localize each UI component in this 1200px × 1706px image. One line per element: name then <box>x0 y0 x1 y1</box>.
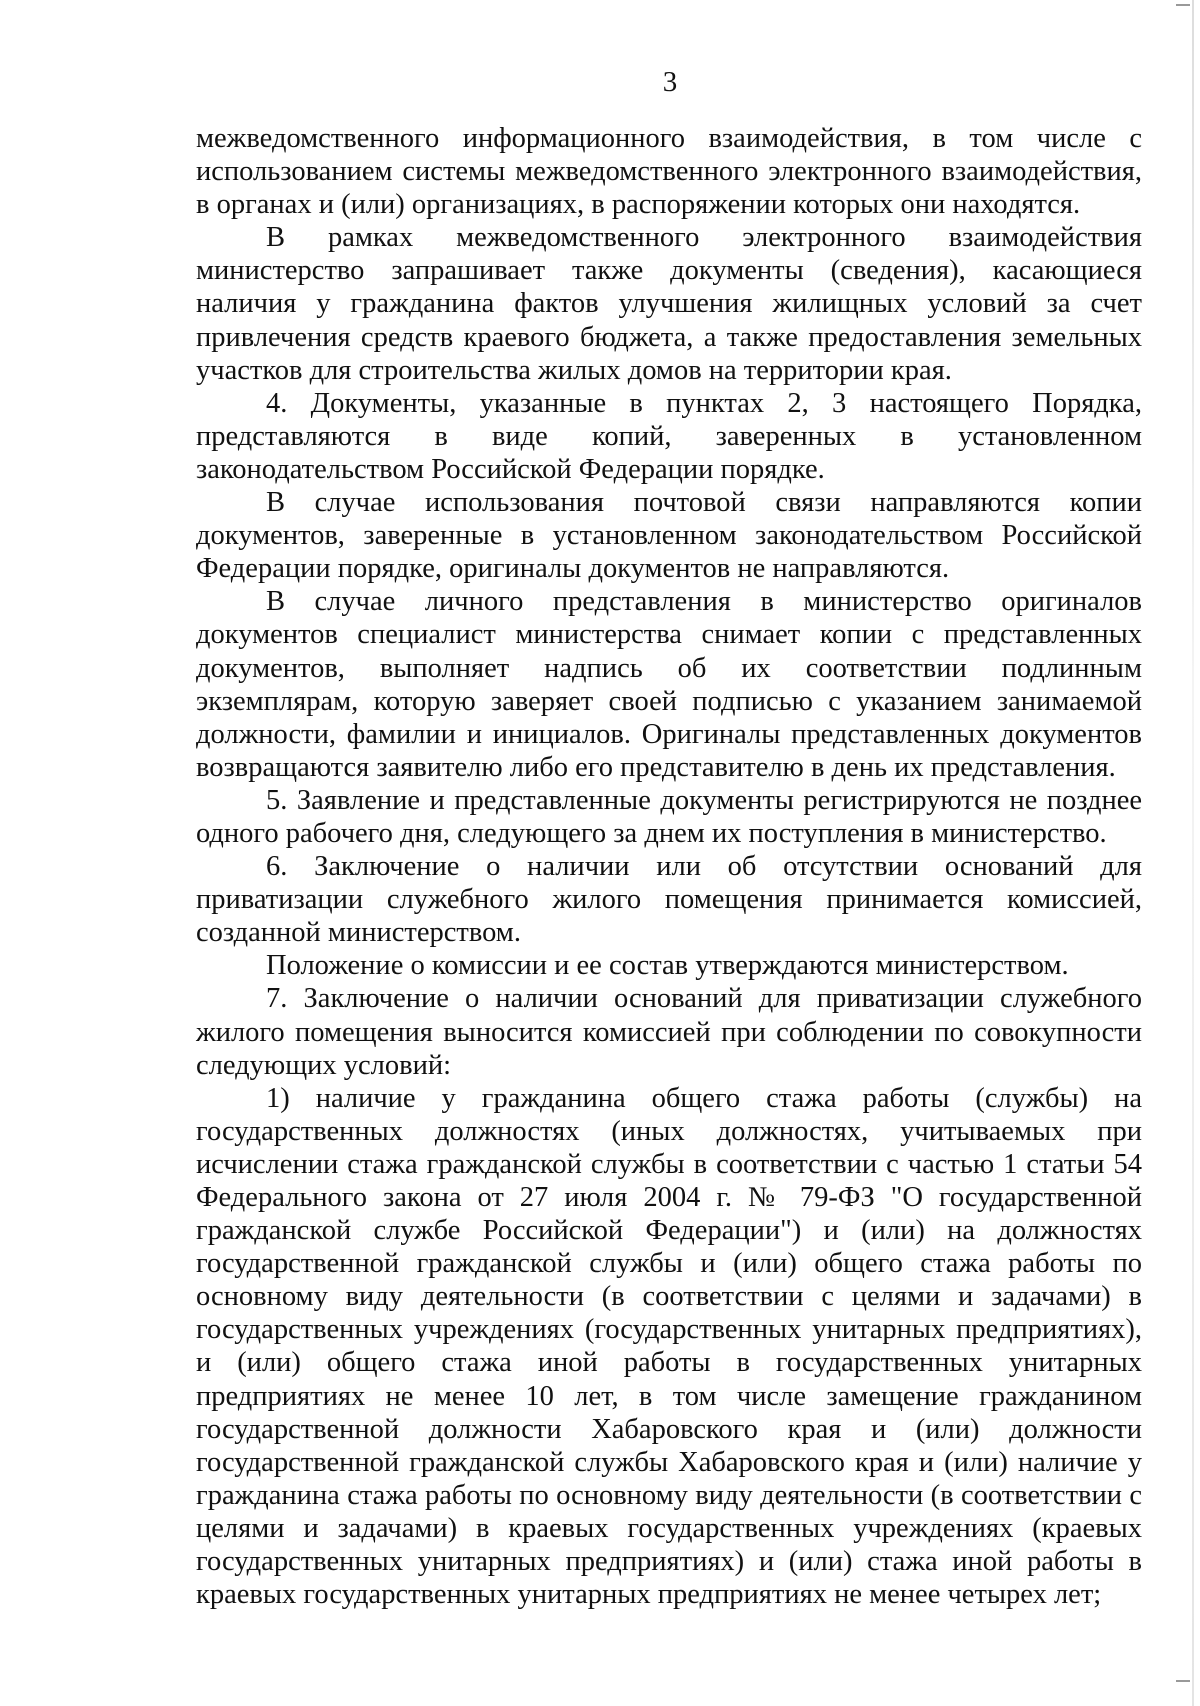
paragraph-interagency-request: В рамках межведомственного электронного взаимодействия министерство запрашивает также документы (сведения), касающиеся наличия у гражданина фактов улучшения жилищных условий за счет привлечения средств краевого бюджета, а также предоставления земельных участков для строительства жилых домов на территории края. <box>196 222 1142 386</box>
scan-mark-bottom <box>1176 1680 1190 1682</box>
paragraph-item-4: 4. Документы, указанные в пунктах 2, 3 настоящего Порядка, представляются в виде копий, заверенных в установленном законодательством Российской Федерации порядке. <box>196 387 1142 485</box>
paragraph-personal-submission: В случае личного представления в министерство оригиналов документов специалист министерства снимает копии с представленных документов, выполняет надпись об их соответствии подлинным экземплярам, которую заверяет своей подписью с указанием занимаемой должности, фамилии и инициалов. Оригиналы представленных документов возвращаются заявителю либо его представителю в день их представления. <box>196 586 1142 783</box>
page-number: 3 <box>662 66 678 98</box>
paragraph-continuation: межведомственного информационного взаимодействия, в том числе с использованием системы межведомственного электронного взаимодействия, в органах и (или) организациях, в распоряжении которых они находятся. <box>196 123 1142 221</box>
paragraph-item-5: 5. Заявление и представленные документы регистрируются не позднее одного рабочего дня, следующего за днем их поступления в министерство. <box>196 784 1142 849</box>
paragraph-postal: В случае использования почтовой связи направляются копии документов, заверенные в установленном законодательством Российской Федерации порядке, оригиналы документов не направляются. <box>196 487 1142 585</box>
paragraph-item-7: 7. Заключение о наличии оснований для приватизации служебного жилого помещения выносится комиссией при соблюдении по совокупности следующих условий: <box>196 983 1142 1081</box>
paragraph-item-6: 6. Заключение о наличии или об отсутствии оснований для приватизации служебного жилого помещения принимается комиссией, созданной министерством. <box>196 851 1142 949</box>
scan-mark-top <box>1176 4 1190 6</box>
scan-edge <box>1192 0 1194 1706</box>
paragraph-commission: Положение о комиссии и ее состав утверждаются министерством. <box>266 950 1069 982</box>
document-body <box>196 122 1142 1611</box>
paragraph-subitem-1: 1) наличие у гражданина общего стажа работы (службы) на государственных должностях (иных должностях, учитываемых при исчислении стажа гражданской службы в соответствии с частью 1 статьи 54 Федерального закона от 27 июля 2004 г. № 79-ФЗ "О государственной гражданской службе Российской Федерации") и (или) на должностях государственной гражданской службы и (или) общего стажа работы по основному виду деятельности (в соответствии с целями и задачами) в государственных учреждениях (государственных унитарных предприятиях), и (или) общего стажа иной работы в государственных унитарных предприятиях не менее 10 лет, в том числе замещение гражданином государственной должности Хабаровского края и (или) должности государственной гражданской службы Хабаровского края и (или) наличие у гражданина стажа работы по основному виду деятельности (в соответствии с целями и задачами) в краевых государственных учреждениях (краевых государственных унитарных предприятиях) и (или) стажа иной работы в краевых государственных унитарных предприятиях не менее четырех лет; <box>196 1082 1142 1611</box>
